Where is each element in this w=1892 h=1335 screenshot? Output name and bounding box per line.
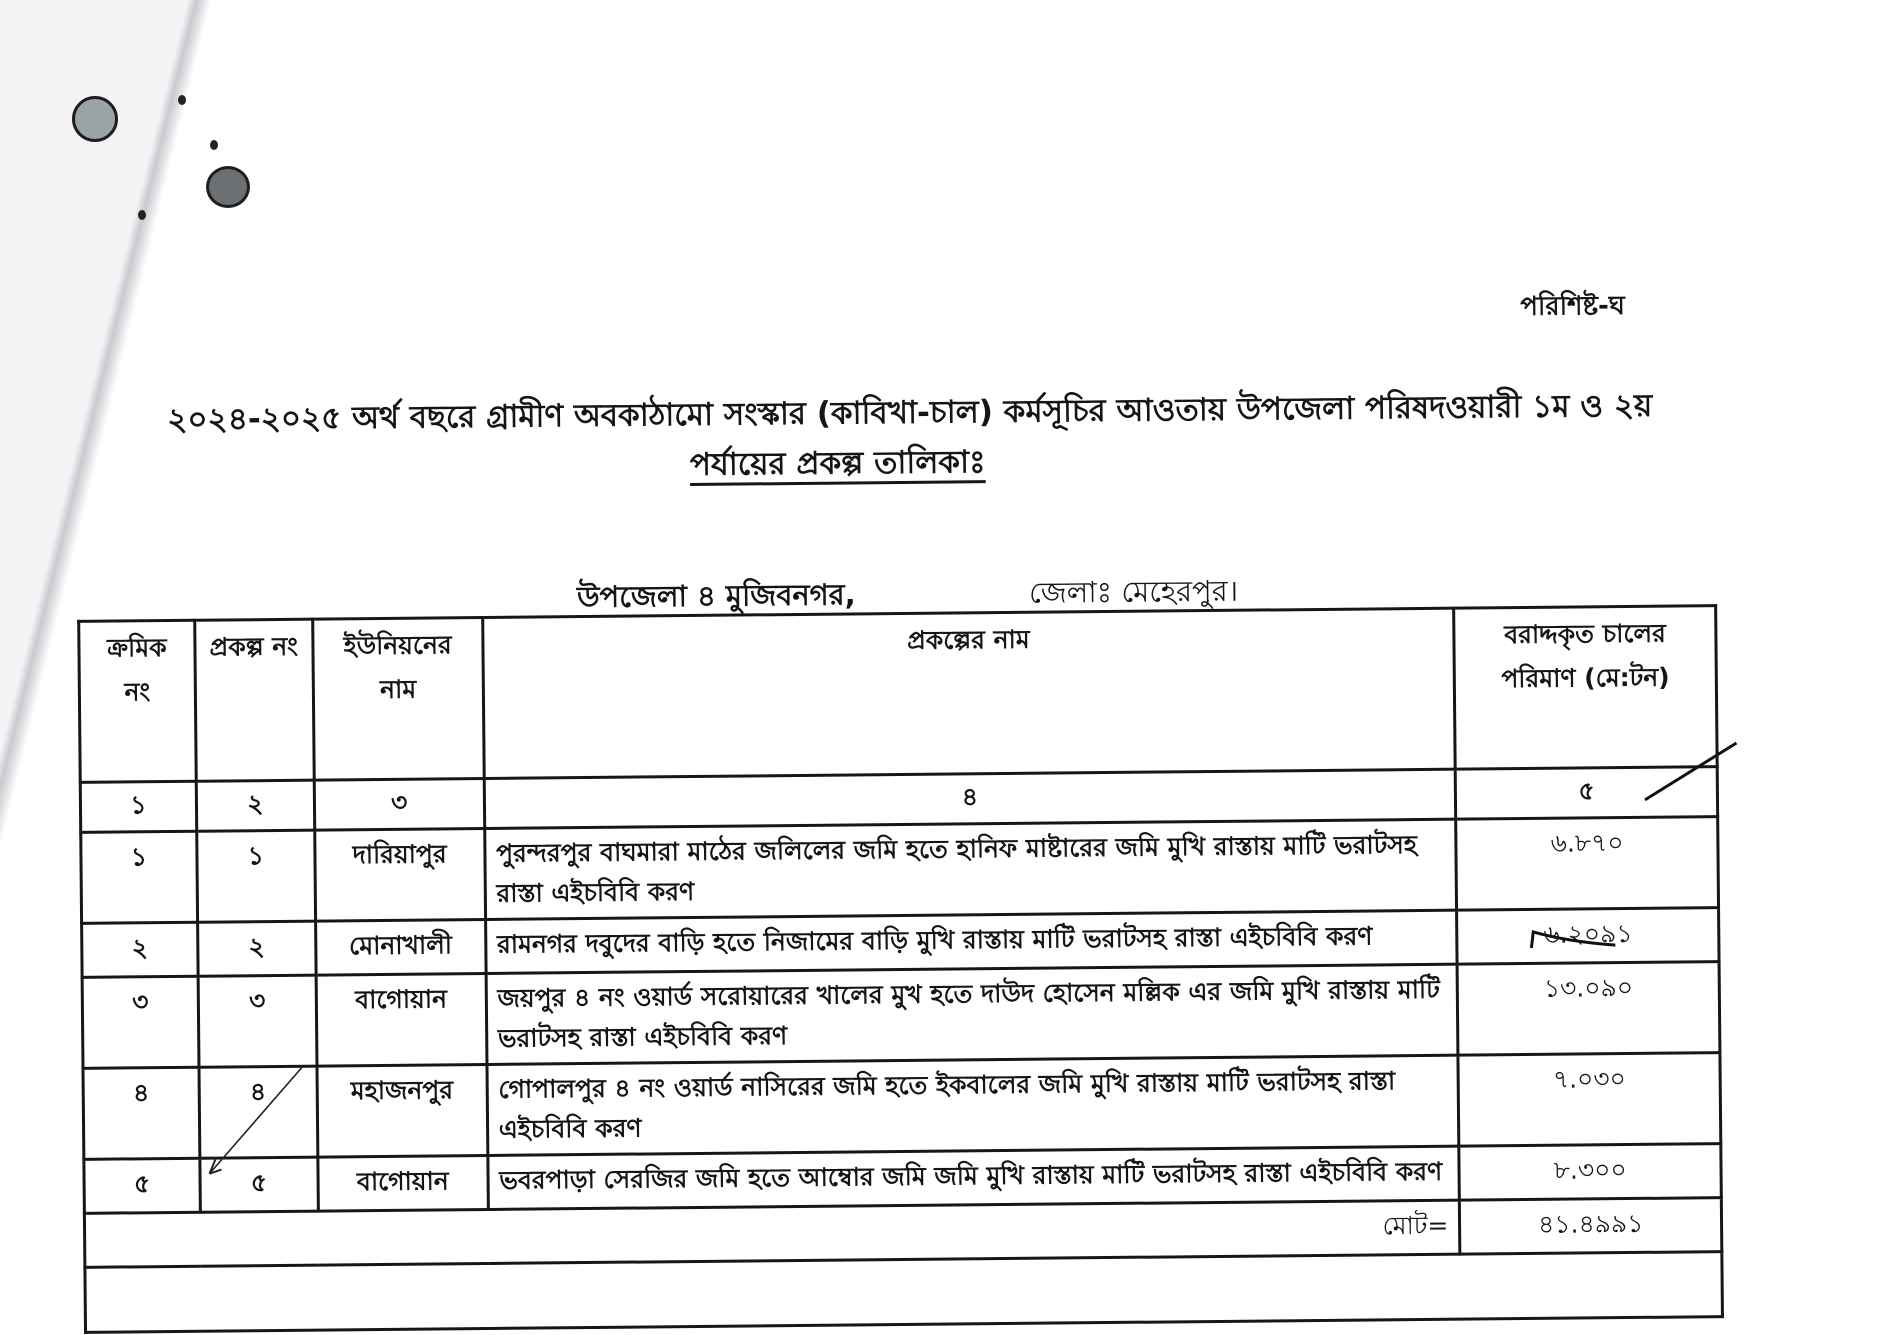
column-index: ৪ — [484, 769, 1456, 828]
document-title — [167, 381, 1668, 495]
serial-cell: ১ — [81, 831, 198, 923]
total-label: মোট= — [84, 1200, 1460, 1267]
total-amount: ৪১.৪৯৯১ — [1460, 1198, 1722, 1255]
column-index: ২ — [196, 780, 314, 831]
union-cell: দারিয়াপুর — [315, 828, 486, 921]
union-cell: বাগোয়ান — [316, 973, 487, 1066]
amount-cell: ৭.০৩০ — [1458, 1053, 1721, 1147]
project-no-cell: ৪ — [199, 1066, 318, 1158]
union-cell: মহাজনপুর — [317, 1064, 488, 1157]
project-name-cell: ভবরপাড়া সেরজির জমি হতে আম্বোর জমি জমি মুখি রাস্তায় মাটি ভরাটসহ রাস্তা এইচবিবি করণ — [488, 1146, 1460, 1209]
header-project-name: প্রকল্পের নাম — [482, 608, 1455, 778]
union-cell: মোনাখালী — [315, 919, 485, 975]
title-line-1: ২০২৪-২০২৫ অর্থ বছরে গ্রামীণ অবকাঠামো সংস্কার (কাবিখা-চাল) কর্মসূচির আওতায় উপজেলা পরিষদওয়ারী ১ম ও ২য় — [167, 387, 1653, 439]
table-row — [81, 817, 1719, 924]
project-name-cell: জয়পুর ৪ নং ওয়ার্ড সরোয়ারের খালের মুখ হতে দাউদ হোসেন মল্লিক এর জমি মুখি রাস্তায় মাটি ভরাটসহ রাস্তা এইচবিবি করণ — [486, 964, 1459, 1064]
upazila-label: উপজেলা ৪ মুজিবনগর, — [576, 577, 856, 615]
district-label: জেলাঃ মেহেরপুর। — [1028, 573, 1239, 610]
serial-cell: ৩ — [82, 976, 199, 1068]
column-index: ৫ — [1456, 767, 1718, 820]
header-union: ইউনিয়নের নাম — [312, 618, 483, 781]
amount-cell: ৬.২০৯১ — [1457, 908, 1719, 965]
serial-cell: ৫ — [84, 1158, 200, 1213]
serial-cell: ২ — [82, 922, 198, 977]
title-line-2: পর্যায়ের প্রকল্প তালিকাঃ — [689, 444, 986, 484]
amount-cell: ১৩.০৯০ — [1457, 962, 1720, 1056]
appendix-label: পরিশিষ্ট-ঘ — [1520, 291, 1626, 323]
project-no-cell: ৩ — [198, 975, 317, 1067]
header-project-no: প্রকল্প নং — [195, 619, 314, 781]
header-serial: ক্রমিক নং — [79, 620, 196, 782]
pen-underline-mark-icon — [1527, 923, 1627, 964]
project-no-cell: ২ — [198, 921, 316, 976]
project-no-cell: ৫ — [200, 1157, 318, 1212]
project-table — [77, 604, 1724, 1334]
column-index: ১ — [80, 781, 196, 832]
project-name-cell: পুরন্দরপুর বাঘমারা মাঠের জলিলের জমি হতে হানিফ মাষ্টারের জমি মুখি রাস্তায় মাটি ভরাটসহ রাস্তা এইচবিবি করণ — [484, 819, 1457, 919]
union-cell: বাগোয়ান — [318, 1155, 488, 1211]
table-row — [83, 1053, 1721, 1160]
amount-cell: ৮.৩০০ — [1459, 1144, 1721, 1201]
pen-arrow-mark-icon — [198, 1061, 309, 1182]
table-row — [82, 962, 1720, 1069]
project-no-cell: ১ — [197, 830, 316, 922]
column-index: ৩ — [314, 778, 484, 830]
project-name-cell: রামনগর দবুদের বাড়ি হতে নিজামের বাড়ি মুখি রাস্তায় মাটি ভরাটসহ রাস্তা এইচবিবি করণ — [485, 910, 1457, 973]
project-name-cell: গোপালপুর ৪ নং ওয়ার্ড নাসিরের জমি হতে ইকবালের জমি মুখি রাস্তায় মাটি ভরাটসহ রাস্তা এইচবিবি করণ — [487, 1055, 1460, 1155]
table-header-row — [79, 606, 1717, 783]
serial-cell: ৪ — [83, 1067, 200, 1159]
amount-cell: ৬.৮৭০ — [1456, 817, 1719, 911]
pen-tick-mark-icon — [1640, 737, 1741, 808]
header-amount: বরাদ্দকৃত চালের পরিমাণ (মে:টন) — [1454, 606, 1717, 770]
